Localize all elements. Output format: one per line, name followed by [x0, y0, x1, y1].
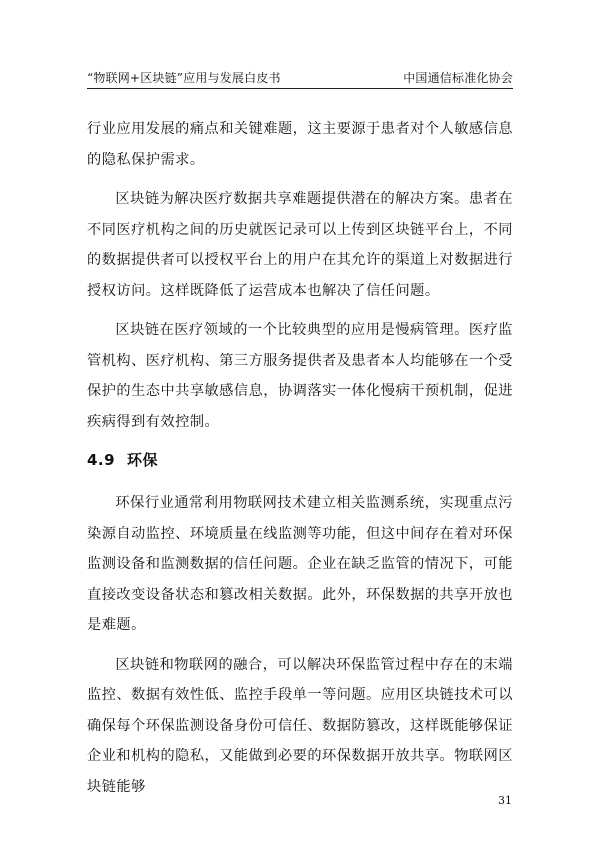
section-heading — [87, 446, 513, 474]
page-header — [87, 66, 513, 86]
paragraph-chronic-disease-management: 区块链在医疗领域的一个比较典型的应用是慢病管理。医疗监管机构、医疗机构、第三方服务提供者及患者本人均能够在一个受保护的生态中共享敏感信息，协调落实一体化慢病干预机制，促进疾病得到有效控制。 — [87, 322, 513, 430]
paragraph-blockchain-medical-data: 区块链为解决医疗数据共享难题提供潜在的解决方案。患者在不同医疗机构之间的历史就医记录可以上传到区块链平台上，不同的数据提供者可以授权平台上的用户在其允许的渠道上对数据进行授权访问。这样既降低了运营成本也解决了信任问题。 — [87, 191, 513, 299]
paragraph-continued: 行业应用发展的痛点和关键难题，这主要源于患者对个人敏感信息的隐私保护需求。 — [87, 121, 513, 168]
header-title: “物联网+区块链”应用与发展白皮书 — [87, 71, 281, 85]
section-title: 环保 — [127, 451, 159, 469]
section-number: 4.9 — [87, 451, 116, 469]
page-number: 31 — [498, 794, 512, 807]
page-body — [87, 114, 513, 811]
paragraph-environmental-monitoring: 环保行业通常利用物联网技术建立相关监测系统，实现重点污染源自动监控、环境质量在线监测等功能，但这中间存在着对环保监测设备和监测数据的信任问题。企业在缺乏监管的情况下，可能直接改变设备状态和篡改相关数据。此外，环保数据的共享开放也是难题。 — [87, 495, 513, 633]
header-divider — [87, 88, 513, 89]
header-organization: 中国通信标准化协会 — [403, 71, 513, 85]
paragraph-blockchain-iot-fusion: 区块链和物联网的融合，可以解决环保监管过程中存在的末端监控、数据有效性低、监控手段单一等问题。应用区块链技术可以确保每个环保监测设备身份可信任、数据防篡改，这样既能够保证企业和机构的隐私，又能做到必要的环保数据开放共享。物联网区块链能够 — [87, 656, 513, 795]
